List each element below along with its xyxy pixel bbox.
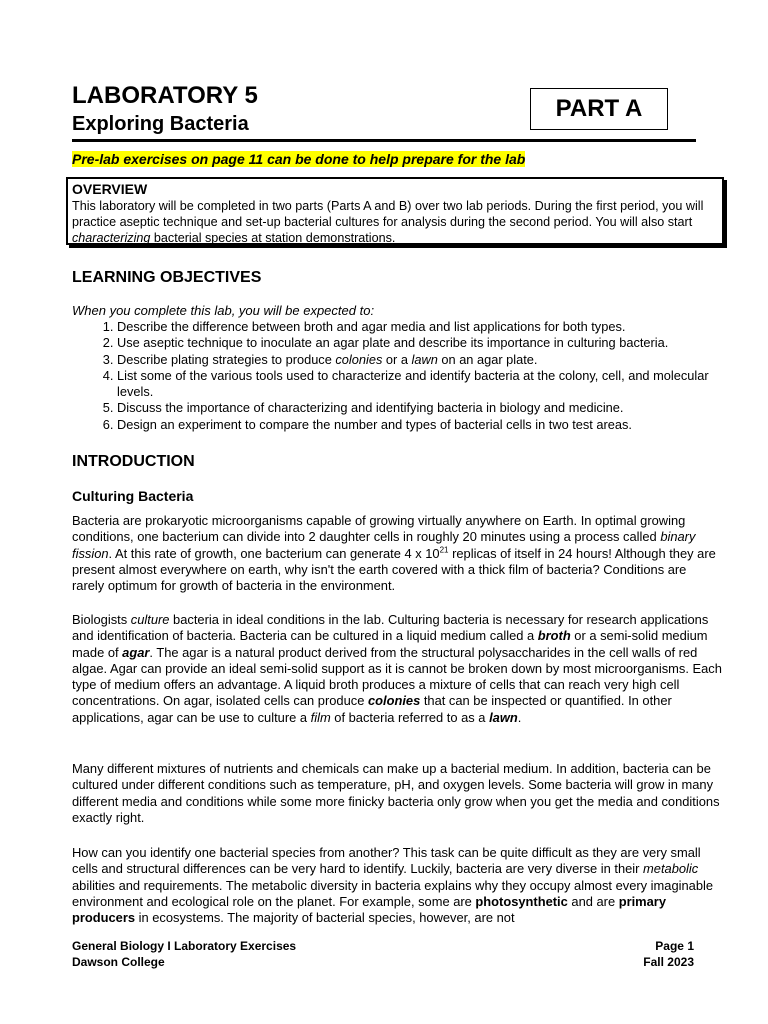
- para-text: in ecosystems. The majority of bacterial species, however, are not: [135, 910, 515, 926]
- para-text: replicas of itself in 24 hours! Although they are present almost everywhere on earth, why isn't the earth covered with a thick film of bacteria? Conditions are rarely optimum for growth of bacteria in the environment.: [72, 545, 716, 594]
- objective-text: or a: [382, 351, 412, 367]
- objectives-heading: LEARNING OBJECTIVES: [72, 269, 262, 286]
- para-text: .: [517, 709, 522, 725]
- para-text: How can you identify one bacterial species from another? This task can be quite difficult as they are very small cells and structural differences can be very hard to identify. Luckily, bacteria are very diverse in their: [72, 845, 701, 877]
- para-strong: photosynthetic: [475, 893, 568, 909]
- overview-text-1: This laboratory will be completed in two parts (Parts A and B) over two lab periods. During the first period, you will practice aseptic technique and set-up bacterial cultures for analysis during the second period. You will also start: [72, 199, 704, 229]
- para-text: of bacteria referred to as a: [330, 709, 490, 725]
- part-label: PART A: [555, 95, 643, 122]
- objective-item: 5. Discuss the importance of characterizing and identifying bacteria in biology and medicine.: [117, 400, 727, 416]
- para-text: Bacteria are prokaryotic microorganisms capable of growing virtually anywhere on Earth. In optimal growing conditions, one bacterium can divide into 2 daughter cells in roughly 20 minutes using a process called: [72, 513, 686, 545]
- para-strong: broth: [537, 628, 571, 644]
- footer-course: General Biology I Laboratory Exercises: [72, 939, 297, 953]
- para-text: and are: [567, 893, 619, 909]
- introduction-heading: INTRODUCTION: [72, 453, 195, 470]
- prelab-note: [72, 150, 525, 168]
- exponent: 21: [439, 545, 449, 555]
- para-strong: lawn: [489, 709, 518, 725]
- objective-item: [117, 352, 727, 368]
- footer-right: [620, 938, 694, 970]
- objective-text: Describe plating strategies to produce: [117, 351, 336, 367]
- para-text: bacteria in ideal conditions in the lab. Culturing bacteria is necessary for research applications and identification of bacteria. Bacteria can be cultured in a liquid medium called a: [72, 612, 709, 644]
- objective-item: 1. Describe the difference between broth and agar media and list applications for both types.: [117, 319, 727, 335]
- objectives-list: [90, 319, 727, 433]
- para-em: culture: [130, 612, 170, 627]
- culturing-subheading: Culturing Bacteria: [72, 488, 194, 504]
- objective-item: 4. List some of the various tools used to characterize and identify bacteria at the colony, cell, and molecular levels.: [117, 368, 727, 401]
- para-text: . At this rate of growth, one bacterium can generate 4 x 10: [108, 545, 440, 561]
- overview-text-2: bacterial species at station demonstrations.: [150, 231, 396, 245]
- para-text: abilities and requirements. The metabolic diversity in bacteria explains why they occupy almost every imaginable environment and ecological role on the planet. For example, some are: [72, 877, 714, 909]
- intro-paragraph-4: [72, 845, 722, 926]
- intro-paragraph-2: [72, 612, 722, 726]
- header-rule: [72, 139, 696, 142]
- objective-em: colonies: [335, 351, 383, 367]
- overview-text-em: characterizing: [72, 231, 151, 245]
- para-strong: agar: [122, 644, 150, 660]
- objectives-intro: When you complete this lab, you will be expected to:: [72, 303, 375, 318]
- overview-heading: OVERVIEW: [72, 181, 148, 197]
- overview-text: [72, 198, 722, 246]
- intro-paragraph-3: Many different mixtures of nutrients and chemicals can make up a bacterial medium. In addition, bacteria can be cultured under different conditions such as temperature, pH, and oxygen levels. Some bacteria will grow in many different media and conditions while some more finicky bacteria only grow when you get the media and conditions exactly right.: [72, 761, 720, 825]
- footer-term: Fall 2023: [643, 955, 694, 969]
- prelab-highlight: Pre-lab exercises on page 11 can be done to help prepare for the lab: [72, 151, 526, 167]
- intro-paragraph-1: [72, 513, 722, 594]
- para-text: Biologists: [72, 612, 131, 627]
- para-em: binary fission: [72, 529, 696, 561]
- para-text: or a semi-solid medium made of: [72, 628, 708, 660]
- objective-em: lawn: [411, 351, 438, 367]
- para-em: metabolic: [643, 861, 699, 877]
- para-strong: colonies: [367, 693, 421, 709]
- overview-box: [66, 177, 724, 245]
- para-em: film: [310, 709, 331, 725]
- page-number: Page 1: [655, 939, 694, 953]
- para-text: . The agar is a natural product derived from the structural polysaccharides in the cell walls of red algae. Agar can provide an ideal semi-solid support as it is cannot be broken down by most microorganisms. Each type of medium offers an advantage. A liquid broth produces a mixture of cells that can reach very high cell concentrations. On agar, isolated cells can produce: [72, 644, 722, 709]
- para-text: that can be inspected or quantified. In other applications, agar can be use to culture a: [72, 693, 672, 725]
- objective-text: on an agar plate.: [437, 351, 538, 367]
- footer-college: Dawson College: [72, 955, 165, 969]
- objective-item: 2. Use aseptic technique to inoculate an agar plate and describe its importance in culturing bacteria.: [117, 335, 727, 351]
- lab-title: LABORATORY 5: [72, 82, 258, 109]
- footer-left: [72, 938, 296, 970]
- part-label-box: [530, 88, 668, 130]
- lab-subtitle: Exploring Bacteria: [72, 113, 249, 135]
- objective-item: 6. Design an experiment to compare the number and types of bacterial cells in two test areas.: [117, 417, 727, 433]
- para-strong: primary producers: [72, 893, 666, 926]
